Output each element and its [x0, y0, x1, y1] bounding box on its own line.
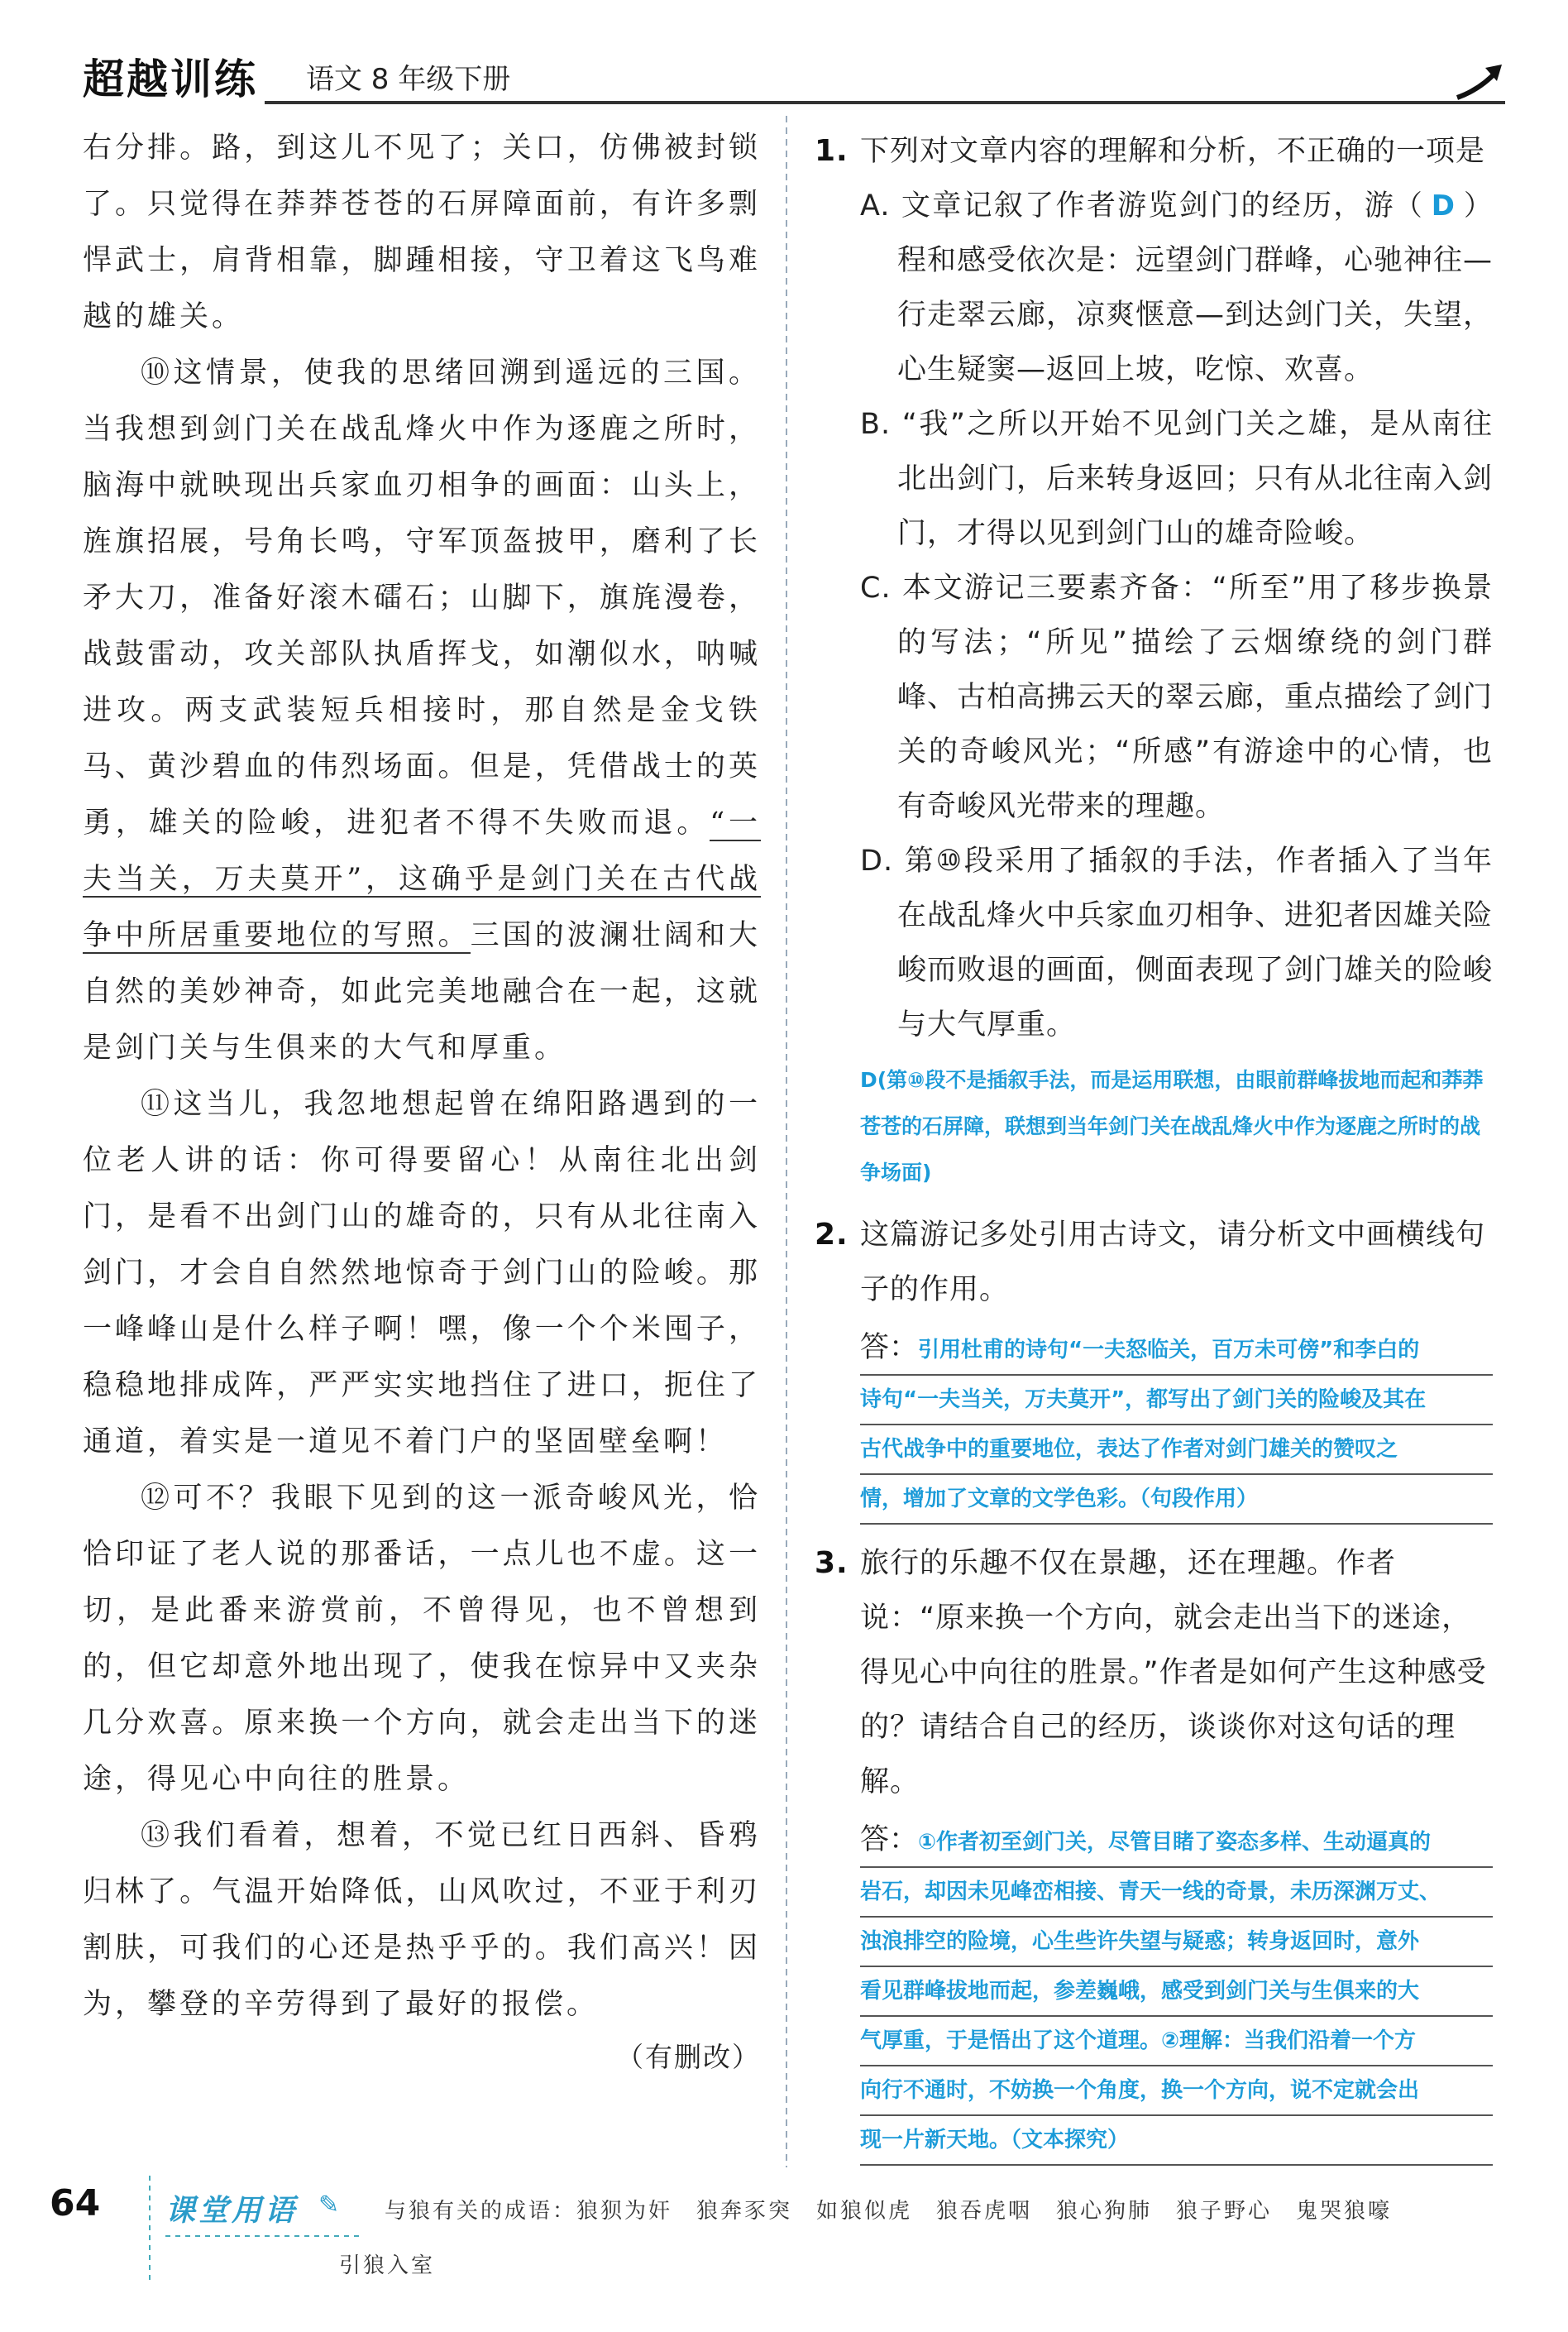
answer-line: 浊浪排空的险境，心生些许失望与疑惑；转身返回时，意外 — [860, 1918, 1493, 1967]
answer-line: 答：引用杜甫的诗句“一夫怒临关，百万未可傍”和李白的 — [860, 1324, 1493, 1376]
page-footer — [0, 2176, 1568, 2308]
column-divider — [786, 116, 787, 2167]
question-number: 1. — [815, 134, 849, 168]
page-number: 64 — [50, 2182, 101, 2224]
options — [815, 179, 1493, 1052]
answer-bracket: （ D ） — [1394, 189, 1493, 223]
option-b: B. “我”之所以开始不见剑门关之雄，是从南往北出剑门，后来转身返回；只有从北往南入剑门，才得以见到剑门山的雄奇险峻。 — [860, 408, 1494, 550]
answer-line: 看见群峰拔地而起，参差巍峨，感受到剑门关与生俱来的大 — [860, 1967, 1493, 2017]
question-2 — [815, 1208, 1493, 1317]
brand-title: 超越训练 — [83, 55, 258, 103]
header-rule — [265, 101, 1505, 104]
subject-label: 语文 8 年级下册 — [306, 63, 511, 96]
source-note: （有删改） — [616, 2041, 761, 2073]
section-label: 课堂用语 — [165, 2193, 299, 2228]
answer-choice: D — [1431, 189, 1456, 223]
answer-line: 向行不通时，不妨换一个角度，换一个方向，说不定就会出 — [860, 2066, 1493, 2116]
idioms-line-1: 与狼有关的成语：狼狈为奸 狼奔豕突 如狼似虎 狼吞虎咽 狼心狗肺 狼子野心 鬼哭狼嚎 — [385, 2199, 1393, 2224]
section-rule — [165, 2235, 364, 2237]
question-number: 2. — [815, 1218, 849, 1252]
answer-line: 诗句“一夫当关，万夫莫开”，都写出了剑门关的险峻及其在 — [860, 1376, 1493, 1425]
answer-line: 气厚重，于是悟出了这个道理。②理解：当我们沿着一个方 — [860, 2017, 1493, 2066]
article-paragraph-13: ⑬我们看着，想着，不觉已红日西斜、昏鸦归林了。气温开始降低，山风吹过，不亚于利刃割肤，可我们的心还是热乎乎的。我们高兴！因为，攀登的辛劳得到了最好的报偿。 — [83, 1819, 761, 2021]
answer-line: 古代战争中的重要地位，表达了作者对剑门雄关的赞叹之 — [860, 1425, 1493, 1475]
answer-line: 岩石，却因未见峰峦相接、青天一线的奇景，未历深渊万丈、 — [860, 1868, 1493, 1918]
option-d: D. 第⑩段采用了插叙的手法，作者插入了当年在战乱烽火中兵家血刃相争、进犯者因雄关险峻而败退的画面，侧面表现了剑门雄关的险峻与大气厚重。 — [860, 845, 1494, 1041]
answer-line: 情，增加了文章的文学色彩。（句段作用） — [860, 1475, 1493, 1525]
question-stem: 这篇游记多处引用古诗文，请分析文中画横线句子的作用。 — [860, 1219, 1486, 1306]
answer-explanation: D(第⑩段不是插叙手法，而是运用联想，由眼前群峰拔地而起和莽莽苍苍的石屏障，联想到当年剑门关在战乱烽火中作为逐鹿之所时的战争场面) — [860, 1068, 1484, 1185]
answer-2 — [815, 1324, 1493, 1525]
arrow-icon — [1456, 56, 1505, 106]
answer-3 — [815, 1816, 1493, 2166]
question-number: 3. — [815, 1546, 849, 1580]
answer-line: 现一片新天地。（文本探究） — [860, 2116, 1493, 2166]
article-paragraph-10: ⑩这情景，使我的思绪回溯到遥远的三国。当我想到剑门关在战乱烽火中作为逐鹿之所时，脑海中就映现出兵家血刃相争的画面：山头上，旌旗招展，号角长鸣，守军顶盔披甲，磨利了长矛大刀，准备好滚木礌石；山脚下，旗旄漫卷，战鼓雷动，攻关部队执盾挥戈，如潮似水，呐喊进攻。两支武装短兵相接时，那自然是金戈铁马、黄沙碧血的伟烈场面。但是，凭借战士的英勇，雄关的险峻，进犯者不得不失败而退。“一夫当关，万夫莫开”，这确乎是剑门关在古代战争中所居重要地位的写照。三国的波澜壮阔和大自然的美妙神奇，如此完美地融合在一起，这就是剑门关与生俱来的大气和厚重。 — [83, 357, 761, 1065]
idioms-line-2: 引狼入室 — [339, 2253, 436, 2278]
underlined-sentence: “一夫当关，万夫莫开”，这确乎是剑门关在古代战争中所居重要地位的写照。 — [83, 807, 761, 952]
questions-column — [815, 124, 1493, 2166]
answer-line: 答：①作者初至剑门关，尽管目睹了姿态多样、生动逼真的 — [860, 1816, 1493, 1868]
question-3 — [815, 1536, 1493, 1809]
option-a: A. 文章记叙了作者游览剑门的经历，游程和感受依次是：远望剑门群峰，心驰神往—行走翠云廊，凉爽惬意—到达剑门关，失望，心生疑窦—返回上坡，吃惊、欢喜。 — [860, 189, 1494, 386]
article-paragraph-11: ⑪这当儿，我忽地想起曾在绵阳路遇到的一位老人讲的话：你可得要留心！从南往北出剑门，是看不出剑门山的雄奇的，只有从北往南入剑门，才会自自然然地惊奇于剑门山的险峻。那一峰峰山是什么样子啊！嘿，像一个个米囤子，稳稳地排成阵，严严实实地挡住了进口，扼住了通道，着实是一道见不着门户的坚固壁垒啊！ — [83, 1088, 761, 1458]
question-stem: 旅行的乐趣不仅在景趣，还在理趣。作者说：“原来换一个方向，就会走出当下的迷途，得见心中向往的胜景。”作者是如何产生这种感受的？请结合自己的经历，谈谈你对这句话的理解。 — [860, 1547, 1487, 1798]
question-stem: 下列对文章内容的理解和分析，不正确的一项是 — [860, 135, 1486, 168]
option-c: C. 本文游记三要素齐备：“所至”用了移步换景的写法；“所见”描绘了云烟缭绕的剑门群峰、古柏高拂云天的翠云廊，重点描绘了剑门关的奇峻风光；“所感”有游途中的心情，也有奇峻风光带来的理趣。 — [860, 572, 1494, 823]
question-1 — [815, 124, 1493, 223]
page-header — [83, 40, 1505, 114]
article-paragraph-12: ⑫可不？我眼下见到的这一派奇峻风光，恰恰印证了老人说的那番话，一点儿也不虚。这一切，是此番来游赏前，不曾得见，也不曾想到的，但它却意外地出现了，使我在惊异中又夹杂几分欢喜。原来换一个方向，就会走出当下的迷途，得见心中向往的胜景。 — [83, 1482, 761, 1796]
article-paragraph: 右分排。路，到这儿不见了；关口，仿佛被封锁了。只觉得在莽莽苍苍的石屏障面前，有许多剽悍武士，肩背相靠，脚踵相接，守卫着这飞鸟难越的雄关。 — [83, 132, 761, 333]
pen-icon: ✎ — [318, 2191, 340, 2219]
article-column — [83, 120, 761, 2075]
footer-divider — [149, 2176, 151, 2283]
